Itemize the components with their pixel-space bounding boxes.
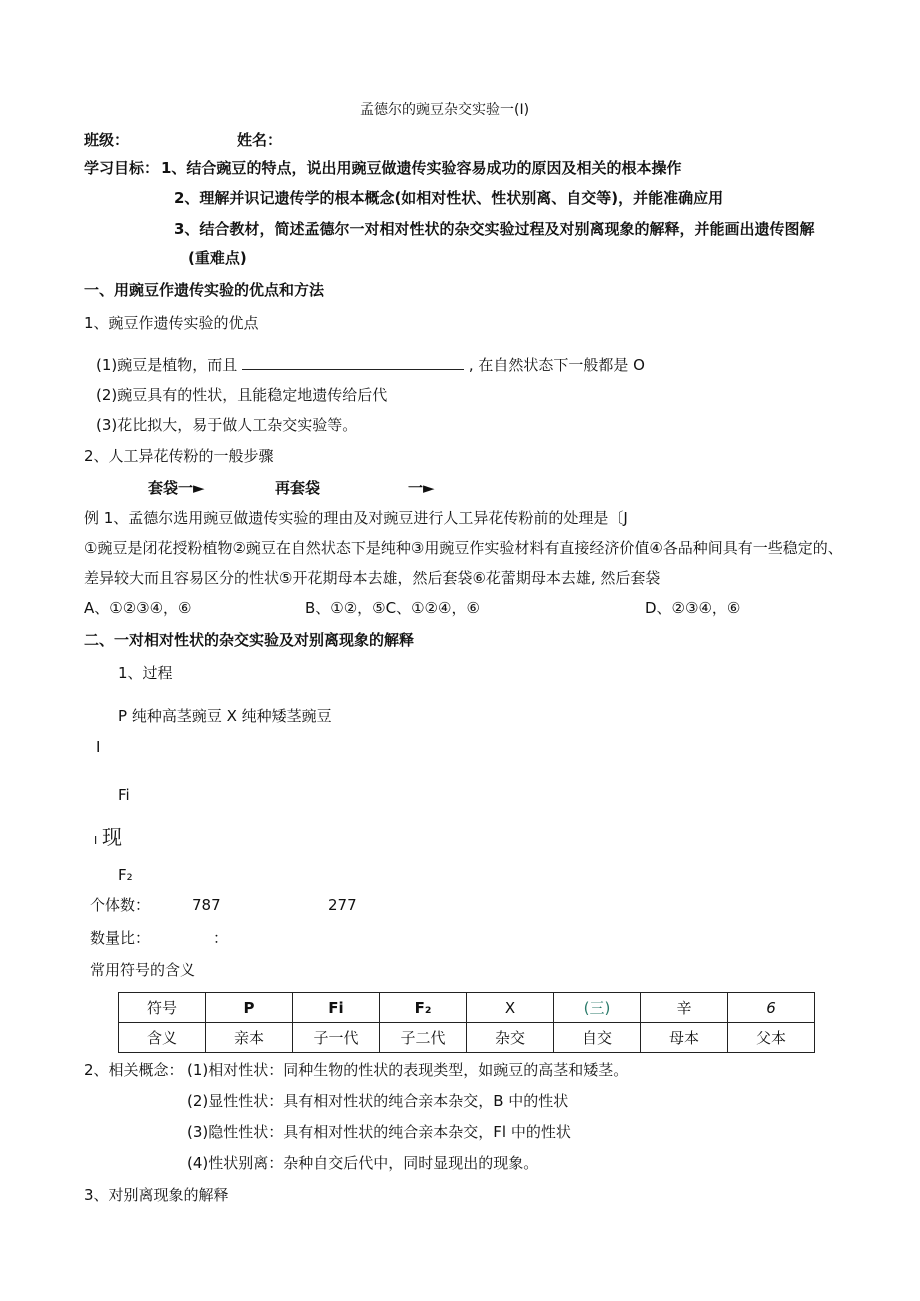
- table-cell: 子二代: [380, 1023, 467, 1053]
- advantage-3: (3)花比拟大，易于做人工杂交实验等。: [96, 416, 358, 434]
- table-cell: (三): [554, 993, 641, 1023]
- choice-b-c[interactable]: B、①②，⑤C、①②④，⑥: [305, 599, 480, 617]
- table-cell: 母本: [641, 1023, 728, 1053]
- table-cell: 自交: [554, 1023, 641, 1053]
- concept-1: (1)相对性状：同种生物的性状的表现类型，如豌豆的高茎和矮茎。: [187, 1061, 629, 1079]
- table-cell: 符号: [119, 993, 206, 1023]
- step-3: 一►: [408, 479, 435, 497]
- section1-sub1: 1、豌豆作遗传实验的优点: [84, 314, 259, 332]
- section2-heading: 二、一对相对性状的杂交实验及对别离现象的解释: [84, 631, 415, 649]
- advantage-1-before: (1)豌豆是植物，而且: [96, 356, 238, 374]
- example-options-1: ①豌豆是闭花授粉植物②豌豆在自然状态下是纯种③用豌豆作实验材料有直接经济价值④各品种间具有一些稳定的、: [84, 539, 843, 557]
- advantage-2: (2)豌豆具有的性状，且能稳定地遗传给后代: [96, 386, 388, 404]
- count-short: 277: [328, 896, 357, 914]
- choice-a[interactable]: A、①②③④，⑥: [84, 599, 192, 617]
- concepts-label: 2、相关概念：: [84, 1061, 184, 1079]
- table-cell: 子一代: [293, 1023, 380, 1053]
- table-cell: F₂: [380, 993, 467, 1023]
- table-cell: X: [467, 993, 554, 1023]
- count-tall: 787: [192, 896, 221, 914]
- arrow-1: I: [96, 738, 101, 756]
- table-row: [119, 993, 815, 1023]
- class-label: 班级：: [84, 131, 130, 149]
- symbols-title: 常用符号的含义: [90, 961, 196, 979]
- objective-note: (重难点): [188, 249, 247, 267]
- table-cell: Fi: [293, 993, 380, 1023]
- table-cell: 6: [728, 993, 815, 1023]
- xian-char: 现: [102, 825, 123, 849]
- section3-heading: 3、对别离现象的解释: [84, 1186, 229, 1204]
- step-2: 再套袋: [275, 479, 321, 497]
- process-label: 1、过程: [118, 664, 173, 682]
- ratio-separator: ：: [213, 929, 229, 947]
- example-options-2: 差异较大而且容易区分的性状⑤开花期母本去雄，然后套袋⑥花蕾期母本去雄, 然后套袋: [84, 569, 661, 587]
- table-cell: P: [206, 993, 293, 1023]
- concept-3: (3)隐性性状：具有相对性状的纯合亲本杂交，Fl 中的性状: [187, 1123, 571, 1141]
- symbols-table: [118, 992, 815, 1053]
- example-question: 例 1、孟德尔选用豌豆做遗传实验的理由及对豌豆进行人工异花传粉前的处理是〔J: [84, 509, 628, 527]
- page-title: 孟德尔的豌豆杂交实验一(I): [360, 102, 530, 118]
- table-cell: 父本: [728, 1023, 815, 1053]
- ratio-label: 数量比：: [90, 929, 151, 947]
- table-cell: 亲本: [206, 1023, 293, 1053]
- objectives-label: 学习目标：: [84, 159, 160, 177]
- concept-4: (4)性状别离：杂种自交后代中，同时显现出的现象。: [187, 1154, 539, 1172]
- section1-heading: 一、用豌豆作遗传实验的优点和方法: [84, 281, 325, 299]
- f2-label: F₂: [118, 866, 133, 884]
- fill-in-blank[interactable]: [242, 355, 464, 370]
- count-label: 个体数：: [90, 896, 151, 914]
- table-cell: 辛: [641, 993, 728, 1023]
- objective-3: 3、结合教材，简述孟德尔一对相对性状的杂交实验过程及对别离现象的解释，并能画出遗传图解: [174, 220, 815, 238]
- table-row: [119, 1023, 815, 1053]
- advantage-1-after: , 在自然状态下一般都是 O: [468, 356, 645, 374]
- table-cell: 杂交: [467, 1023, 554, 1053]
- name-label: 姓名：: [237, 131, 283, 149]
- objective-1: 1、结合豌豆的特点，说出用豌豆做遗传实验容易成功的原因及相关的根本操作: [161, 159, 682, 177]
- arrow-2: I: [94, 834, 98, 847]
- concept-2: (2)显性性状：具有相对性状的纯合亲本杂交，B 中的性状: [187, 1092, 569, 1110]
- choice-d[interactable]: D、②③④，⑥: [645, 599, 741, 617]
- table-cell: 含义: [119, 1023, 206, 1053]
- section1-sub2: 2、人工异花传粉的一般步骤: [84, 447, 274, 465]
- cross-line: P 纯种高茎豌豆 X 纯种矮茎豌豆: [118, 707, 332, 725]
- phenotype-line: [94, 825, 122, 853]
- advantage-1: [96, 355, 645, 375]
- step-1: 套袋一►: [148, 479, 205, 497]
- f1-label: Fi: [118, 786, 130, 804]
- objective-2: 2、理解并识记遗传学的根本概念(如相对性状、性状别离、自交等)，并能准确应用: [174, 189, 724, 207]
